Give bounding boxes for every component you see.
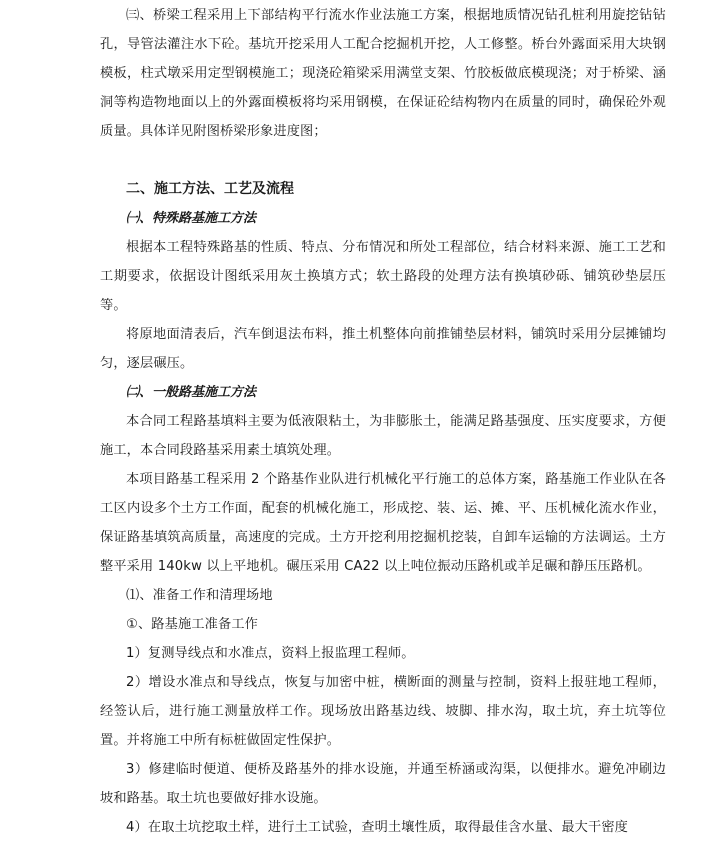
item-1-heading: ⑴、准备工作和清理场地 <box>126 588 273 603</box>
general-subgrade-paragraph-1: 本合同工程路基填料主要为低液限粘土，为非膨胀土，能满足路基强度、压实度要求，方便施工，本合同段路基采用素土填筑处理。 <box>100 414 666 458</box>
general-subgrade-paragraph-2: 本项目路基工程采用 2 个路基作业队进行机械化平行施工的总体方案，路基施工作业队在各工区内设多个土方工作面，配套的机械化施工，形成挖、装、运、摊、平、压机械化流水作业，保证路基填筑高质量，高速度的完成。土方开挖利用挖掘机挖装，自卸车运输的方法调运。土方整平采用 140kw 以上平地机。碾压采用 CA22 以上吨位振动压路机或羊足碾和静压压路机。 <box>100 472 666 574</box>
bridge-paragraph-block <box>100 1 666 146</box>
step-3: 3）修建临时便道、便桥及路基外的排水设施，并通至桥涵或沟渠，以便排水。避免冲刷边坡和路基。取土坑也要做好排水设施。 <box>100 762 666 806</box>
special-subgrade-paragraph-2: 将原地面清表后，汽车倒退法布料，推土机整体向前推铺垫层材料，铺筑时采用分层摊铺均匀，逐层碾压。 <box>100 327 666 371</box>
step-1: 1）复测导线点和水准点，资料上报监理工程师。 <box>126 646 415 661</box>
section-block <box>100 175 666 842</box>
section-2-title: 二、施工方法、工艺及流程 <box>126 181 294 197</box>
subsection-2-title: ㈡、一般路基施工方法 <box>126 385 257 400</box>
special-subgrade-paragraph-1: 根据本工程特殊路基的性质、特点、分布情况和所处工程部位，结合材料来源、施工工艺和工期要求，依据设计图纸采用灰土换填方式；软土路段的处理方法有换填砂砾、铺筑砂垫层压等。 <box>100 240 666 313</box>
step-2: 2）增设水准点和导线点，恢复与加密中桩，横断面的测量与控制，资料上报驻地工程师，经签认后，进行施工测量放样工作。现场放出路基边线、坡脚、排水沟，取土坑，弃土坑等位置。并将施工中所有标桩做固定性保护。 <box>100 675 666 748</box>
bridge-construction-paragraph: ㈢、桥梁工程采用上下部结构平行流水作业法施工方案，根据地质情况钻孔桩利用旋挖钻钻孔，导管法灌注水下砼。基坑开挖采用人工配合挖掘机开挖，人工修整。桥台外露面采用大块钢模板，柱式墩采用定型钢模施工；现浇砼箱梁采用满堂支架、竹胶板做底模现浇；对于桥梁、涵洞等构造物地面以上的外露面模板将均采用钢模，在保证砼结构物内在质量的同时，确保砼外观质量。具体详见附图桥梁形象进度图； <box>100 8 666 139</box>
item-1-1-heading: ①、路基施工准备工作 <box>126 617 259 632</box>
subsection-1-title: ㈠、特殊路基施工方法 <box>126 211 257 226</box>
step-4: 4）在取土坑挖取土样，进行土工试验，查明土壤性质，取得最佳含水量、最大干密度 <box>126 820 629 835</box>
